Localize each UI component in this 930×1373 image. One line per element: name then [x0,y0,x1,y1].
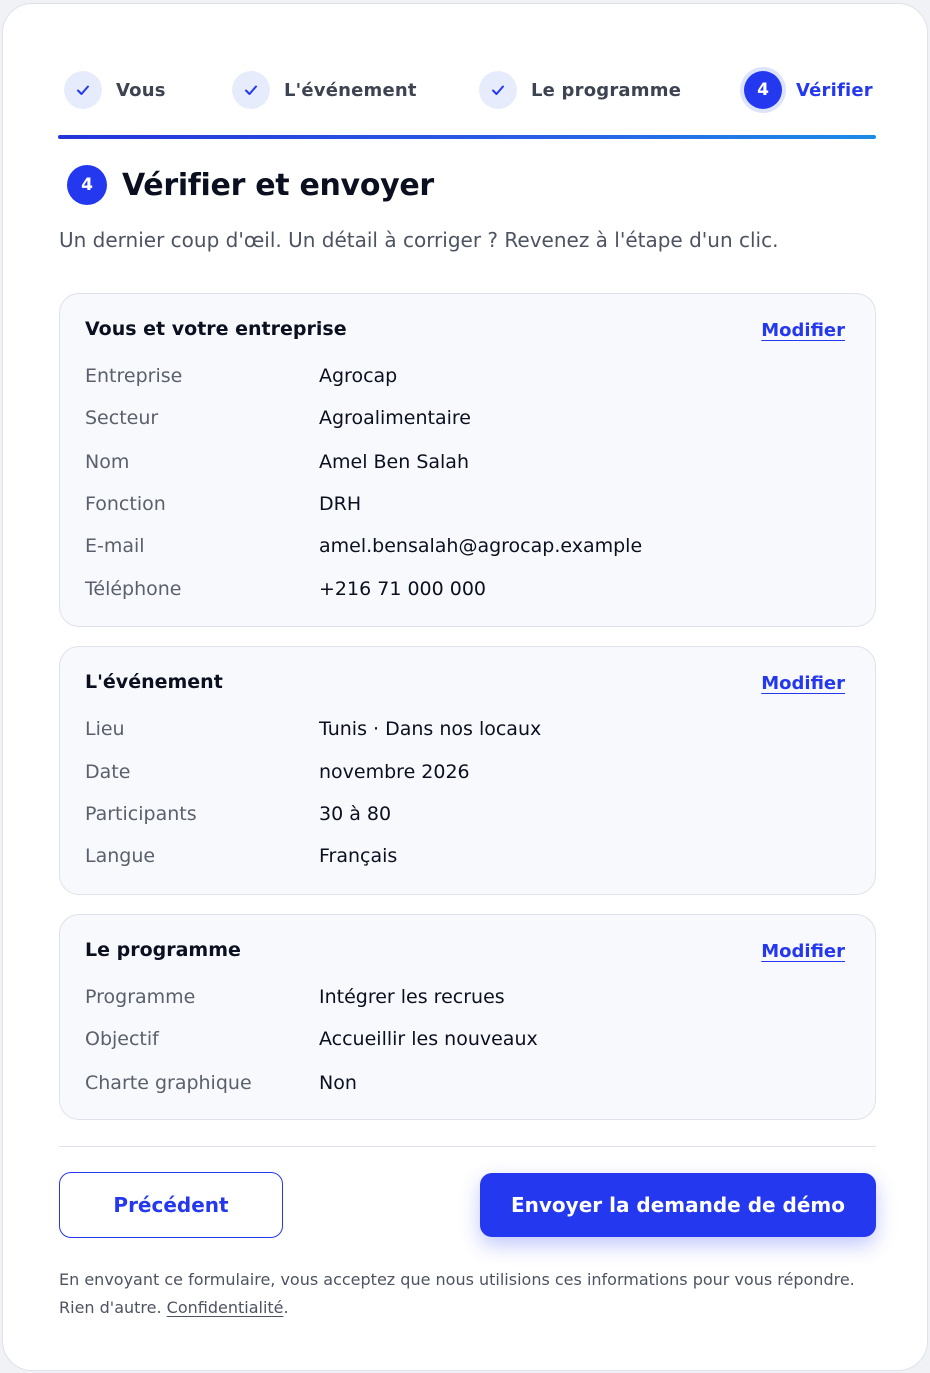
row-value: amel.bensalah@agrocap.example [319,535,643,557]
row-value: Agrocap [319,365,398,387]
summary-row [85,493,845,519]
check-icon [232,71,270,109]
section-title: Vous et votre entreprise [85,318,347,340]
summary-row [85,803,845,829]
row-value: Tunis · Dans nos locaux [319,718,542,740]
step-label: Vérifier [796,79,873,101]
row-value: Amel Ben Salah [319,451,469,473]
section-event [59,646,876,895]
row-value: Accueillir les nouveaux [319,1028,538,1050]
row-key: Charte graphique [85,1072,252,1094]
row-key: Programme [85,986,196,1008]
summary-row [85,761,845,787]
row-key: E-mail [85,535,145,557]
row-value: Non [319,1072,357,1094]
step-number: 4 [744,71,782,109]
row-value: Intégrer les recrues [319,986,505,1008]
privacy-link[interactable]: Confidentialité [166,1298,284,1317]
intro-text: Un dernier coup d'œil. Un détail à corriger ? Revenez à l'étape d'un clic. [59,228,779,252]
row-value: +216 71 000 000 [319,578,487,600]
section-title: Le programme [85,939,241,961]
summary-row [85,365,845,391]
check-icon [64,71,102,109]
step-verifier[interactable] [744,68,873,112]
divider [59,1146,876,1147]
row-value: DRH [319,493,362,515]
summary-row [85,407,845,433]
row-value: novembre 2026 [319,761,470,783]
row-key: Date [85,761,131,783]
section-company [59,293,876,627]
row-key: Langue [85,845,156,867]
step-label: L'événement [284,79,417,101]
page-title: Vérifier et envoyer [122,167,434,203]
previous-button[interactable]: Précédent [59,1172,283,1238]
row-key: Secteur [85,407,159,429]
modify-event-link[interactable]: Modifier [761,673,845,694]
row-key: Nom [85,451,130,473]
step-label: Vous [116,79,166,101]
section-program [59,914,876,1120]
legal-text: En envoyant ce formulaire, vous acceptez que nous utilisions ces informations pour vous répondre. Rien d'autre. [59,1270,855,1317]
step-programme[interactable] [479,68,681,112]
row-value: Agroalimentaire [319,407,471,429]
check-icon [479,71,517,109]
summary-row [85,986,845,1012]
modify-company-link[interactable]: Modifier [761,320,845,341]
summary-row [85,1072,845,1098]
submit-demo-request-button[interactable]: Envoyer la demande de démo [480,1173,876,1237]
summary-row [85,451,845,477]
legal-suffix: . [283,1298,289,1317]
step-evenement[interactable] [232,68,417,112]
page-heading [67,164,434,206]
step-vous[interactable] [64,68,166,112]
heading-step-number: 4 [67,165,107,205]
row-key: Téléphone [85,578,182,600]
modify-program-link[interactable]: Modifier [761,941,845,962]
row-key: Participants [85,803,197,825]
progress-bar [58,135,876,139]
legal-notice [59,1266,859,1322]
summary-row [85,1028,845,1054]
row-value: 30 à 80 [319,803,392,825]
step-label: Le programme [531,79,682,101]
summary-row [85,535,845,561]
row-key: Lieu [85,718,125,740]
row-key: Entreprise [85,365,183,387]
section-title: L'événement [85,671,223,693]
summary-row [85,845,845,871]
row-key: Fonction [85,493,166,515]
row-value: Français [319,845,398,867]
row-key: Objectif [85,1028,159,1050]
form-card [2,3,928,1371]
stepper [58,68,876,112]
summary-row [85,578,845,604]
summary-row [85,718,845,744]
